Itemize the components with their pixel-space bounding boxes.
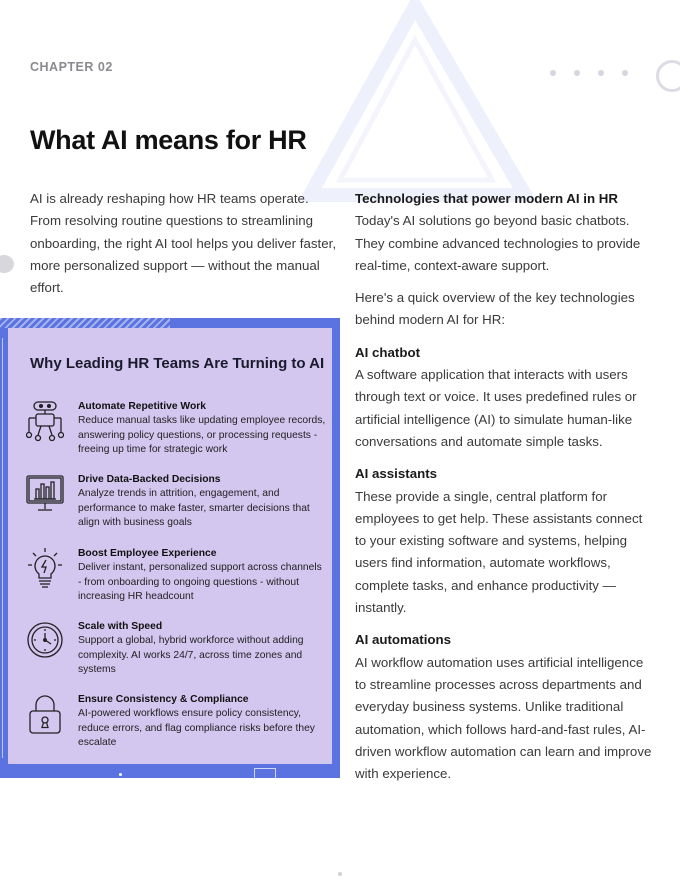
right-column	[355, 188, 655, 795]
chapter-label: CHAPTER 02	[30, 60, 113, 74]
item-description: AI-powered workflows ensure policy consistency, reduce errors, and flag compliance risks before they escalate	[78, 708, 315, 748]
section-heading-ai-chatbot: AI chatbot	[355, 344, 421, 360]
infographic-card	[8, 328, 332, 764]
decorative-bottom-dot	[338, 872, 342, 876]
infographic-title: Why Leading HR Teams Are Turning to AI	[30, 355, 325, 372]
item-description: Reduce manual tasks like updating employee records, answering policy questions, or processing requests - freeing up time for strategic work	[78, 415, 326, 455]
tech-overview: Here's a quick overview of the key technologies behind modern AI for HR:	[355, 290, 635, 328]
item-title: Scale with Speed	[78, 621, 163, 632]
infographic-bottom-square	[254, 768, 276, 778]
lightbulb-icon	[26, 547, 64, 591]
item-title: Automate Repetitive Work	[78, 401, 206, 412]
item-title: Ensure Consistency & Compliance	[78, 694, 249, 705]
hr-ai-infographic	[0, 318, 340, 778]
tech-heading: Technologies that power modern AI in HR	[355, 191, 618, 206]
section-text-ai-chatbot: A software application that interacts with users through text or voice. It uses predefined rules or artificial intelligence (AI) to simulate human-like conversations and automate simple tasks.	[355, 367, 637, 449]
item-title: Drive Data-Backed Decisions	[78, 474, 221, 485]
lock-icon	[26, 693, 64, 737]
item-description: Analyze trends in attrition, engagement, and performance to make faster, smarter decisions that align with business goals	[78, 488, 310, 528]
infographic-hatch	[0, 318, 170, 328]
section-heading-ai-assistants: AI assistants	[355, 466, 438, 482]
page-title: What AI means for HR	[30, 125, 307, 155]
clock-icon	[26, 620, 64, 664]
infographic-edge-line	[2, 338, 5, 758]
decorative-side-dot	[0, 255, 14, 273]
item-description: Deliver instant, personalized support across channels - from onboarding to ongoing questions - without increasing HR headcount	[78, 562, 322, 602]
item-description: Support a global, hybrid workforce without adding complexity. AI works 24/7, across time zones and systems	[78, 635, 304, 675]
section-text-ai-assistants: These provide a single, central platform for employees to get help. These assistants connect to your existing software and systems, helping users find information, automate workflows, complete tasks, and enhance productivity — instantly.	[355, 488, 643, 616]
section-text-ai-automations: AI workflow automation uses artificial intelligence to streamline processes across departments and everyday business systems. Unlike traditional automation, which follows hard-and-fast rules, AI-driven workflow automation can learn and improve with experience.	[355, 654, 652, 782]
item-title: Boost Employee Experience	[78, 548, 217, 559]
bar-chart-monitor-icon	[26, 473, 64, 517]
infographic-bottom-dot	[119, 773, 122, 776]
decorative-ring	[656, 60, 680, 92]
intro-paragraph: AI is already reshaping how HR teams operate. From resolving routine questions to streamlining onboarding, the right AI tool helps you deliver faster, more personalized support — without the manual effort.	[30, 191, 337, 296]
section-heading-ai-automations: AI automations	[355, 632, 452, 648]
decorative-triangle	[300, 0, 540, 210]
robot-icon	[26, 400, 64, 444]
tech-intro: Today's AI solutions go beyond basic chatbots. They combine advanced technologies to provide real-time, context-aware support.	[355, 213, 641, 273]
decorative-dots	[546, 70, 636, 82]
